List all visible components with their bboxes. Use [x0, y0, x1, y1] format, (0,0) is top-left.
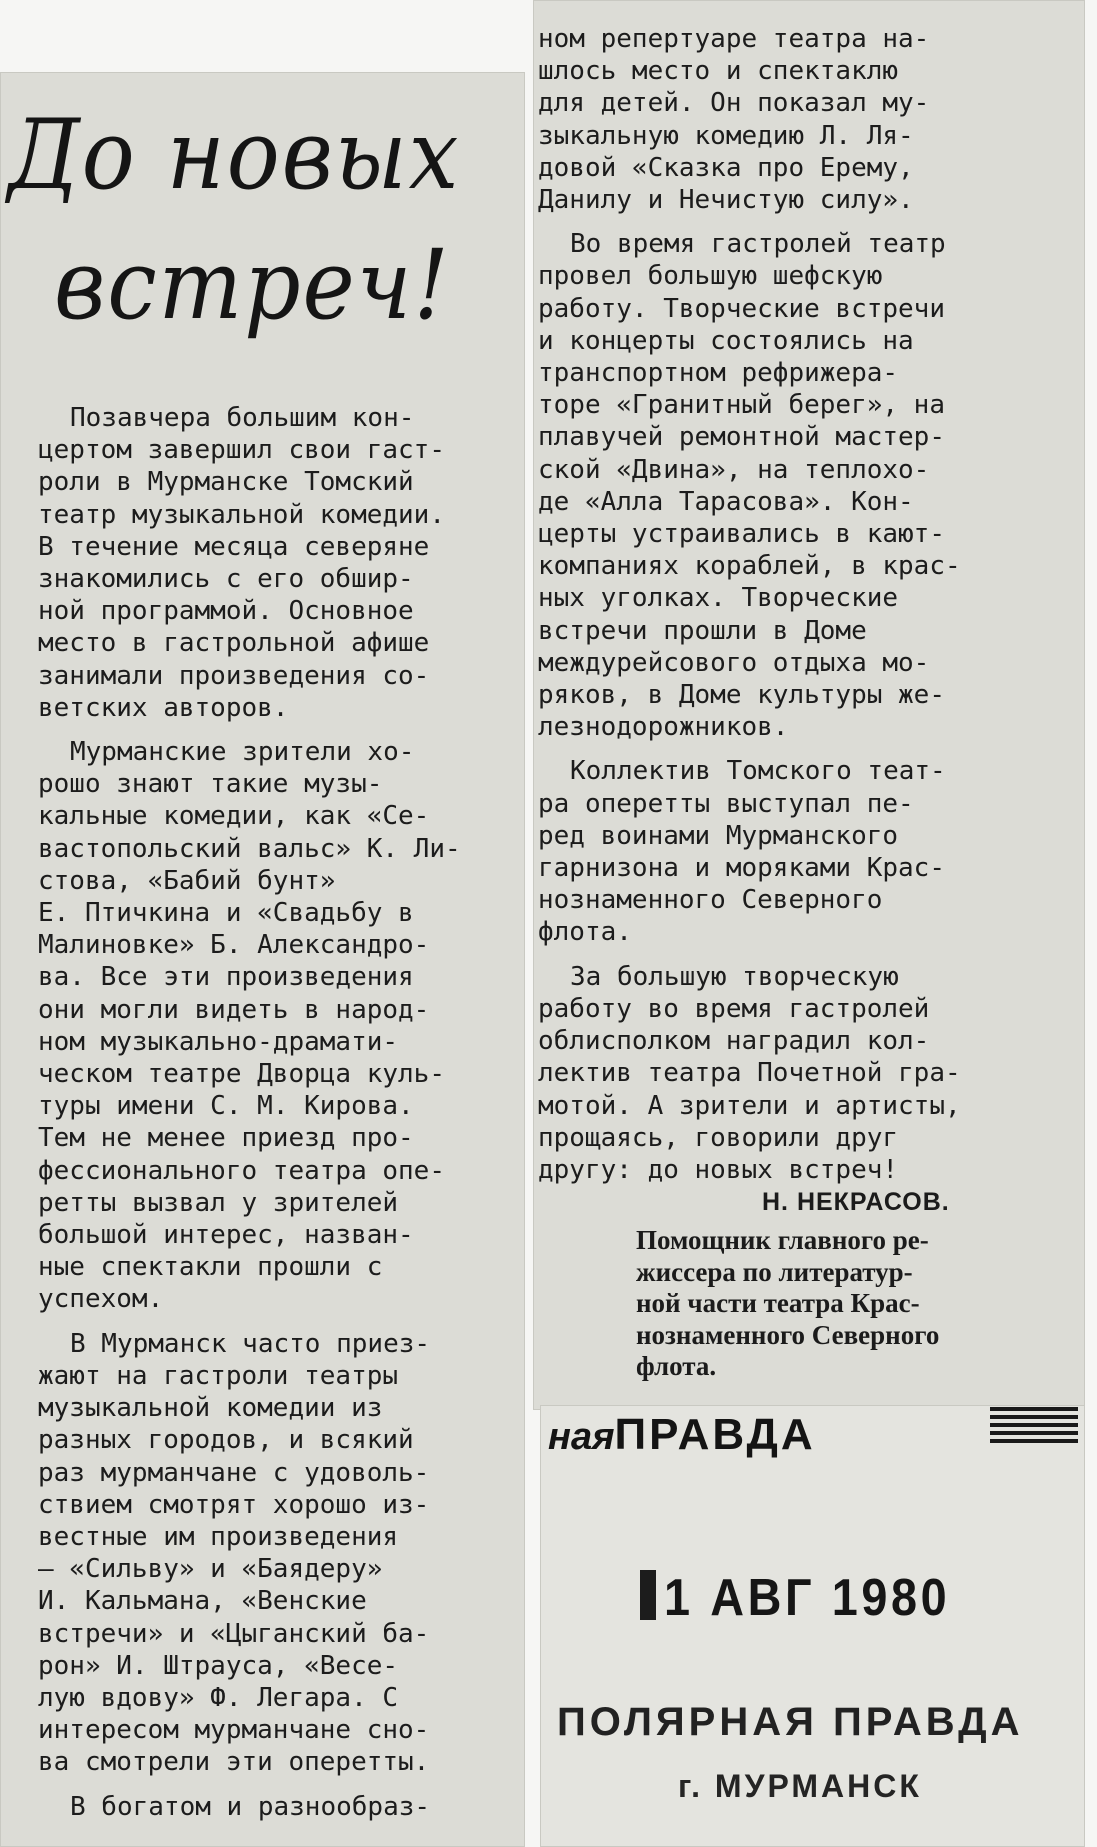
text-line: театр музыкальной комедии. [38, 499, 445, 530]
text-line: встречи прошли в Доме [538, 615, 867, 646]
text-line: туры имени С. М. Кирова. [38, 1091, 414, 1122]
text-line: место в гастрольной афише [38, 628, 430, 659]
text-line: и концерты состоялись на [538, 325, 914, 356]
stamp-mark [640, 1570, 656, 1620]
text-line: встречи» и «Цыганский ба- [38, 1618, 430, 1649]
text-line: ва. Все эти произведения [38, 962, 414, 993]
text-line: интересом мурманчане сно- [38, 1715, 430, 1746]
text-line: Позавчера большим кон- [70, 403, 415, 433]
article-headline [8, 90, 477, 350]
text-line: фессионального театра опе- [38, 1155, 445, 1186]
text-line: Тем не менее приезд про- [38, 1123, 414, 1154]
role-line: ной части театра Крас- [636, 1288, 920, 1319]
text-line: ветских авторов. [38, 692, 289, 723]
text-line: гарнизона и моряками Крас- [538, 853, 945, 884]
text-line: вастопольский вальс» К. Ли- [38, 833, 461, 864]
text-line: провел большую шефскую [538, 261, 883, 292]
text-line: Мурманские зрители хо- [70, 737, 415, 768]
text-line: стова, «Бабий бунт» [38, 865, 336, 896]
text-line: нознаменного Северного [538, 885, 883, 916]
headline-line-1: До новых [8, 99, 461, 211]
text-line: занимали произведения со- [38, 660, 430, 691]
right-text-column [538, 23, 1046, 1198]
text-line: ра оперетты выступал пе- [538, 788, 914, 819]
text-line: успехом. [38, 1284, 164, 1315]
text-line: работу во время гастролей [538, 993, 930, 1024]
text-line: Малиновке» Б. Александро- [38, 930, 430, 961]
article-paragraph [538, 228, 1046, 743]
text-line: ном репертуаре театра на- [538, 24, 930, 54]
text-line: ные спектакли прошли с [38, 1252, 383, 1283]
text-line: другу: до новых встреч! [538, 1154, 899, 1185]
text-line: междурейсового отдыха мо- [538, 647, 930, 678]
article-paragraph [38, 402, 516, 724]
text-line: В течение месяца северяне [38, 531, 430, 562]
text-line: облисполком наградил кол- [538, 1026, 930, 1057]
stamp-city: г. МУРМАНСК [678, 1768, 922, 1804]
text-line: вестные им произведения [38, 1521, 399, 1552]
author-signature: Н. НЕКРАСОВ. [762, 1188, 950, 1216]
text-line: рошо знают такие музы- [38, 769, 383, 800]
text-line: ред воинами Мурманского [538, 820, 899, 851]
masthead-title: ПРАВДА [614, 1410, 816, 1459]
text-line: В Мурманск часто приез- [70, 1328, 431, 1359]
text-line: В богатом и разнообраз- [70, 1791, 431, 1822]
text-line: ческом театре Дворца куль- [38, 1059, 445, 1090]
text-line: музыкальной комедии из [38, 1393, 383, 1424]
text-line: раз мурманчане с удоволь- [38, 1457, 430, 1488]
text-line: ной программой. Основное [38, 596, 414, 627]
role-line: нознаменного Северного [636, 1319, 940, 1350]
role-line: флота. [636, 1351, 717, 1382]
text-line: рон» И. Штрауса, «Весе- [38, 1650, 399, 1681]
role-line: Помощник главного ре- [636, 1225, 929, 1255]
text-line: ретты вызвал у зрителей [38, 1187, 399, 1218]
text-line: Е. Птичкина и «Свадьбу в [38, 898, 414, 929]
text-line: лезнодорожников. [538, 712, 789, 743]
stamp-date: 1 АВГ 1980 [664, 1569, 951, 1627]
text-line: кальные комедии, как «Се- [38, 801, 430, 832]
article-paragraph [38, 1791, 516, 1823]
text-line: ных уголках. Творческие [538, 583, 899, 614]
text-line: Данилу и Нечистую силу». [538, 185, 914, 216]
left-text-column [38, 402, 516, 1835]
text-line: цертом завершил свои гаст- [38, 435, 445, 466]
stamp-newspaper-name: ПОЛЯРНАЯ ПРАВДА [557, 1700, 1024, 1744]
text-line: ряков, в Доме культуры же- [538, 680, 945, 711]
newspaper-masthead [548, 1410, 816, 1460]
article-paragraph [38, 1328, 516, 1779]
text-line: транспортном рефрижера- [538, 358, 899, 389]
text-line: ской «Двина», на теплохо- [538, 454, 930, 485]
text-line: зыкальную комедию Л. Ля- [538, 120, 914, 151]
text-line: работу. Творческие встречи [538, 293, 945, 324]
text-line: большой интерес, назван- [38, 1220, 414, 1251]
text-line: ва смотрели эти оперетты. [38, 1747, 430, 1778]
text-line: ствием смотрят хорошо из- [38, 1489, 430, 1520]
text-line: мотой. А зрители и артисты, [538, 1090, 961, 1121]
article-paragraph [538, 755, 1046, 948]
text-line: довой «Сказка про Ерему, [538, 152, 914, 183]
text-line: Коллектив Томского теат- [570, 756, 946, 787]
article-paragraph [38, 736, 516, 1316]
text-line: для детей. Он показал му- [538, 88, 930, 119]
text-line: знакомились с его обшир- [38, 564, 414, 595]
text-line: шлось место и спектаклю [538, 56, 899, 87]
author-role [636, 1225, 1068, 1383]
text-line: плавучей ремонтной мастер- [538, 422, 945, 453]
text-line: разных городов, и всякий [38, 1425, 414, 1456]
role-line: жиссера по литератур- [636, 1256, 913, 1287]
headline-line-2: встреч! [54, 229, 451, 341]
article-paragraph [538, 23, 1046, 216]
text-line: церты устраивались в кают- [538, 519, 945, 550]
text-line: жают на гастроли театры [38, 1360, 399, 1391]
text-line: флота. [538, 917, 632, 948]
text-line: Во время гастролей театр [570, 229, 946, 260]
text-line: И. Кальмана, «Венские [38, 1586, 367, 1617]
masthead-rules [990, 1407, 1078, 1447]
text-line: компаниях кораблей, в крас- [538, 551, 961, 582]
article-paragraph [538, 961, 1046, 1186]
text-line: За большую творческую [570, 961, 899, 992]
text-line: де «Алла Тарасова». Кон- [538, 486, 914, 517]
text-line: ном музыкально-драмати- [38, 1026, 399, 1057]
text-line: роли в Мурманске Томский [38, 467, 414, 498]
text-line: лую вдову» Ф. Легара. С [38, 1682, 399, 1713]
masthead-fragment: ная [548, 1416, 615, 1458]
text-line: они могли видеть в народ- [38, 994, 430, 1025]
text-line: торе «Гранитный берег», на [538, 390, 945, 421]
text-line: прощаясь, говорили друг [538, 1122, 899, 1153]
text-line: — «Сильву» и «Баядеру» [38, 1554, 383, 1585]
text-line: лектив театра Почетной гра- [538, 1058, 961, 1089]
